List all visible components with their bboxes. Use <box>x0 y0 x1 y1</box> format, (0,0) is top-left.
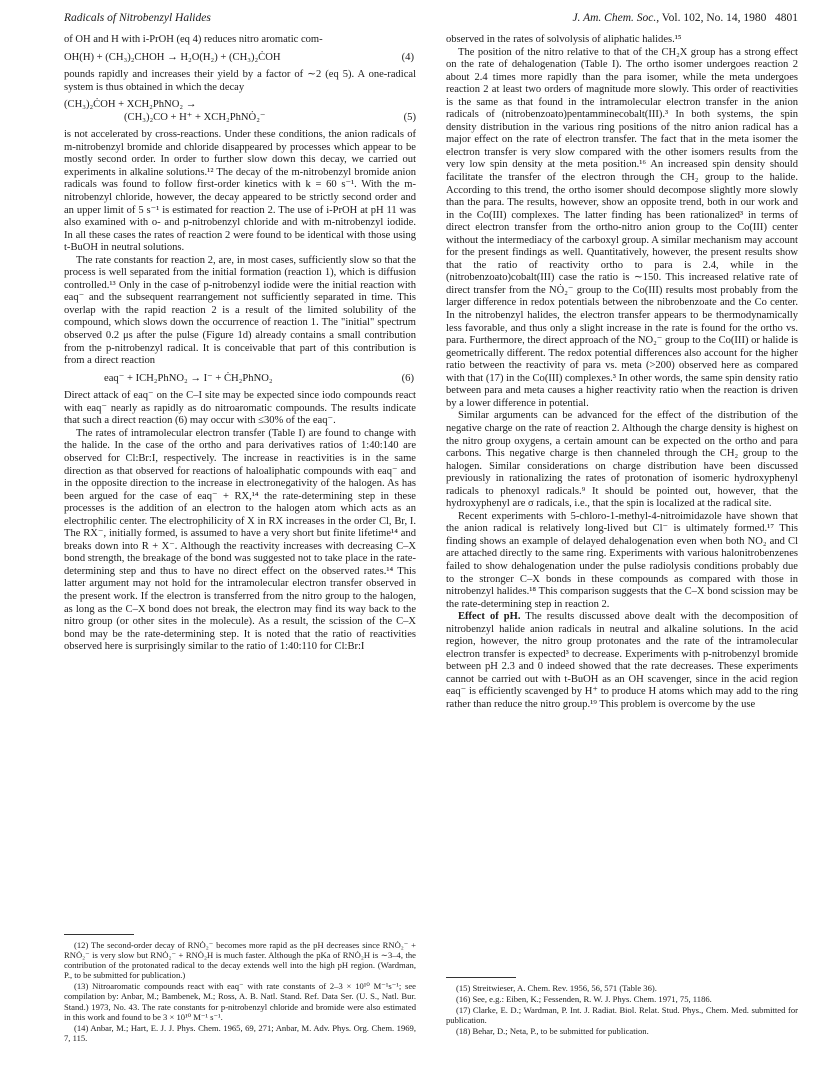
footnote: (13) Nitroaromatic compounds react with eaq⁻ with rate constants of 2–3 × 10¹⁰ M⁻¹s⁻¹; see compilation by: Anbar, M.; Bambenek, M.; Ross, A. B. Natl. Stand. Ref. Data Ser. (U. S., Natl. Bur. Stand.) 1973, No. 43. The rate constants for p-nitrobenzyl chloride and bromide were also estimated in this work and found to be 3 × 10¹⁰ M⁻¹ s⁻¹. <box>64 981 416 1022</box>
equation-line: (CH₃)₂CO + H⁺ + XCH₂PhNȮ₂⁻ <box>124 111 266 123</box>
footnote: (12) The second-order decay of RNȮ₂⁻ becomes more rapid as the pH decreases since RNȮ₂⁻ + RNȮ₂⁻ is very slow but RNȮ₂⁻ + RNȮ₂H is much faster. Although the pKa of RNȮ₂H is ∼3–4, the contribution of the protonated radical to the decay extends well into the high pH region. (Wardman, P., to be submitted for publication.) <box>64 940 416 981</box>
left-column <box>64 34 416 654</box>
equation-number: (6) <box>401 372 414 384</box>
section-run-in-heading: Effect of pH. <box>458 611 521 623</box>
paragraph-text: The results discussed above dealt with the decomposition of nitrobenzyl halide anion radicals in neutral and alkaline solutions. In the acid region, however, the nitro group protonates and the rate of the intramolecular electron transfer is expected³ to decrease. Experiments with p-nitrobenzyl bromide between pH 2.3 and 0 indeed showed that the rate decreases. These experiments cannot be carried out with t-BuOH as an OH scavenger, since in the acid region eaq⁻ is efficiently scavenged by H⁺ to produce H atoms which may add to the ring rather than reduce the nitro group.¹⁹ This problem is overcome by the use <box>446 611 798 710</box>
paragraph: pounds rapidly and increases their yield by a factor of ∼2 (eq 5). A one-radical system is thus obtained in which the decay <box>64 69 416 93</box>
journal-citation <box>572 12 798 24</box>
journal-name: J. Am. Chem. Soc., <box>572 12 660 24</box>
footnote: (18) Behar, D.; Neta, P., to be submitted for publication. <box>456 1026 649 1037</box>
equation-line: (CH₃)₂ĊOH + XCH₂PhNO₂ → <box>64 99 197 111</box>
footnote-rule <box>446 977 516 978</box>
paragraph: Similar arguments can be advanced for the effect of the distribution of the negative charge on the rate of reaction 2. Although the charge density is highest on the nitro group oxygens, a certain amount can be expected on the ortho and para carbons. This negative charge is then channeled through the CH₂ group to the halogen. Similar considerations on charge distribution have been discussed previously in rationalizing the rates of protonation of isomeric hydroxyphenyl radicals to phenoxyl radicals.⁹ It should be pointed out, however, that the hydroxyphenyl are σ radicals, i.e., that the spin is localized at the radical site. <box>446 410 798 510</box>
footnote: (17) Clarke, E. D.; Wardman, P. Int. J. Radiat. Biol. Relat. Stud. Phys., Chem. Med. submitted for publication. <box>446 1005 798 1026</box>
footnote-rule <box>64 934 134 935</box>
paragraph: Direct attack of eaq⁻ on the C–I site may be expected since iodo compounds react with eaq⁻ nearly as rapidly as do nitroaromatic compounds. The results indicate that such a direct reaction (6) may occur with ≤30% of the eaq⁻. <box>64 390 416 427</box>
paragraph: Recent experiments with 5-chloro-1-methyl-4-nitroimidazole have shown that the anion radical is relatively long-lived but Cl⁻ is ultimately formed.¹⁷ This finding shows an example of delayed dehalogenation even when both NO₂ and Cl are attached directly to the same ring. Experiments with various halonitrobenzenes failed to show dehalogenation under the pulse radiolysis conditions probably due to the stronger C–X bonds in these compounds as compared with those in nitrobenzyl halides.¹⁸ This comparison suggests that the C–X bond scission may be the rate-determining step in reaction 2. <box>446 510 798 610</box>
footnote: (14) Anbar, M.; Hart, E. J. J. Phys. Chem. 1965, 69, 271; Anbar, M. Adv. Phys. Org. Chem. 1969, 7, 115. <box>64 1022 416 1043</box>
footnote: (15) Streitwieser, A. Chem. Rev. 1956, 56, 571 (Table 36). <box>456 983 657 993</box>
running-title: Radicals of Nitrobenzyl Halides <box>64 12 211 24</box>
paragraph: The position of the nitro relative to that of the CH₂X group has a strong effect on the rate of dehalogenation (Table I). The ortho isomer undergoes reaction 2 about 2.4 times more rapidly than the para isomer, while the meta undergoes reaction 2 at least two orders of magnitude more slowly. This order of reactivities is the same as that found in the intramolecular electron transfer in the anion radicals of (nitrobenzoato)pentamminecobalt(III).³ In both systems, the spin density distribution in the various ring positions of the nitro anion radical has a major effect on the rate of electron transfer. The fact that in the meta isomer the electron transfer is very slow compared with the other isomers results from the very low spin density at the meta position.¹⁶ An increased spin density should facilitate the transfer of the electron through the CH₂ group to the halide. According to this trend, the ortho isomer should decompose slightly more slowly than the para. The results, however, show an opposite trend, both in our work and in the Co(III) complexes. The latter finding has been rationalized³ in terms of direct electron transfer from the ortho-nitro anion group to the Co(III) center without the intermediacy of the carboxyl group. A similar mechanism may account for the present findings as well. Quantitatively, however, the present results show that the ratio of reactivity ortho to para is 2.4, while in the (nitrobenzoato)cobalt(III) case the ratio is ∼150. This increased relative rate of direct transfer from the NȮ₂⁻ group to the Co(III) results most probably from the larger difference in redox potentials between the nibrobenzoate and the Co center. In the nitrobenzyl halides, the electron transfer appears to be thermodynamically less favorable, and thus only a slight increase in the rate is found for the ortho vs. para. Furthermore, the direct approach of the NO₂⁻ group to the Co(III) or halide is geometrically different. The redox potential differences also account for the higher ratio between the reactivity of para vs. meta (>200) observed here as compared with that (17) in the Co(III) complexes.³ In other words, the same spin density ratio between para and meta causes a higher reactivity ratio when the reaction is driven by a lower difference in potential. <box>446 46 798 409</box>
paragraph <box>446 611 798 711</box>
paragraph: observed in the rates of solvolysis of aliphatic halides.¹⁵ <box>446 34 682 45</box>
equation-text: OH(H) + (CH₃)₂CHOH → H₂O(H₂) + (CH₃)₂ĊOH <box>64 51 281 63</box>
left-footnotes <box>64 940 416 1044</box>
right-column <box>446 34 798 712</box>
footnote: (16) See, e.g.: Eiben, K.; Fessenden, R. W. J. Phys. Chem. 1971, 75, 1186. <box>456 994 712 1005</box>
page-number: 4801 <box>775 12 798 24</box>
equation-5 <box>64 99 416 124</box>
equation-4 <box>64 52 416 65</box>
paragraph: The rates of intramolecular electron transfer (Table I) are found to change with the halide. In the case of the ortho and para derivatives ratios of 1:40:140 are observed for Cl:Br:I, respectively. The increase in reactivities is in the same direction as that observed for reactions of haloaliphatic compounds with eaq⁻ and in the opposite direction to the increase in electronegativity of the halogen. As has been argued for the case of eaq⁻ + RX,¹⁴ the rate-determining step in these processes is the addition of an electron to the halogen atom which acts as an electrophilic center. The electrophilicity of X in RX increases in the order Cl, Br, I. The RX⁻, initially formed, is assumed to have a very short but finite lifetime¹⁴ and breaks down into R + X⁻. Although the reactivity increases with decreasing C–X bond strength, the breakage of the bond was suggested not to take place in the rate-determining step and thus to have no direct effect on the observed rates.¹⁴ This latter argument may not hold for the intramolecular electron transfer observed in the present work. If the electron is transferred from the nitro group to the halogen, as long as the C–X bond does not break, the electron may find its way back to the nitro group (or other sites in the molecule). As a result, the scission of the C–X bond may be the rate-determining step. It is noted that the ratio of reactivities observed here is surprisingly similar to the ratio of 1:40:110 for Cl:Br:I <box>64 427 416 653</box>
right-footnotes <box>446 983 798 1037</box>
paragraph: is not accelerated by cross-reactions. Under these conditions, the anion radicals of m-nitrobenzyl bromide and chloride disappeared by processes which appear to be mostly second order. In order to further slow down this decay, we carried out experiments in alkaline solutions.¹² The decay of the m-nitrobenzyl bromide anion radicals was found to follow first-order kinetics with k = 60 s⁻¹. With the m-nitrobenzyl chloride, however, the decay appeared to be strictly second order and an upper limit of 5 s⁻¹ is estimated for reaction 2. The use of i-PrOH at pH 11 was also examined with o- and p-nitrobenzyl chloride and with m-nitrobenzyl iodide. In all these cases the rates of reaction 2 were found to be identical with those using t-BuOH in neutral solutions. <box>64 129 416 254</box>
equation-number: (5) <box>403 111 416 123</box>
paragraph: The rate constants for reaction 2, are, in most cases, sufficiently slow so that the process is well separated from the initial formation (reaction 1), which is diffusion controlled.¹³ Only in the case of p-nitrobenzyl iodide were the initial reaction with eaq⁻ and the subsequent rearrangement not sufficiently separated in time. This overlap with the rapid reaction 2 is a result of the limited solubility of the compound, which slows down the occurrence of reaction 1. The "initial" spectrum observed 0.2 μs after the pulse (Figure 1d) already contains a small contribution from the p-nitrobenzyl radical. It is conceivable that part of this contribution is from a direct reaction <box>64 254 416 367</box>
equation-6 <box>64 373 416 386</box>
volume-info: Vol. 102, No. 14, 1980 <box>661 12 767 24</box>
equation-text: eaq⁻ + ICH₂PhNO₂ → I⁻ + ĊH₂PhNO₂ <box>104 372 273 384</box>
equation-number: (4) <box>401 51 414 63</box>
paragraph: of OH and H with i-PrOH (eq 4) reduces nitro aromatic com- <box>64 34 323 45</box>
running-header <box>64 12 798 30</box>
